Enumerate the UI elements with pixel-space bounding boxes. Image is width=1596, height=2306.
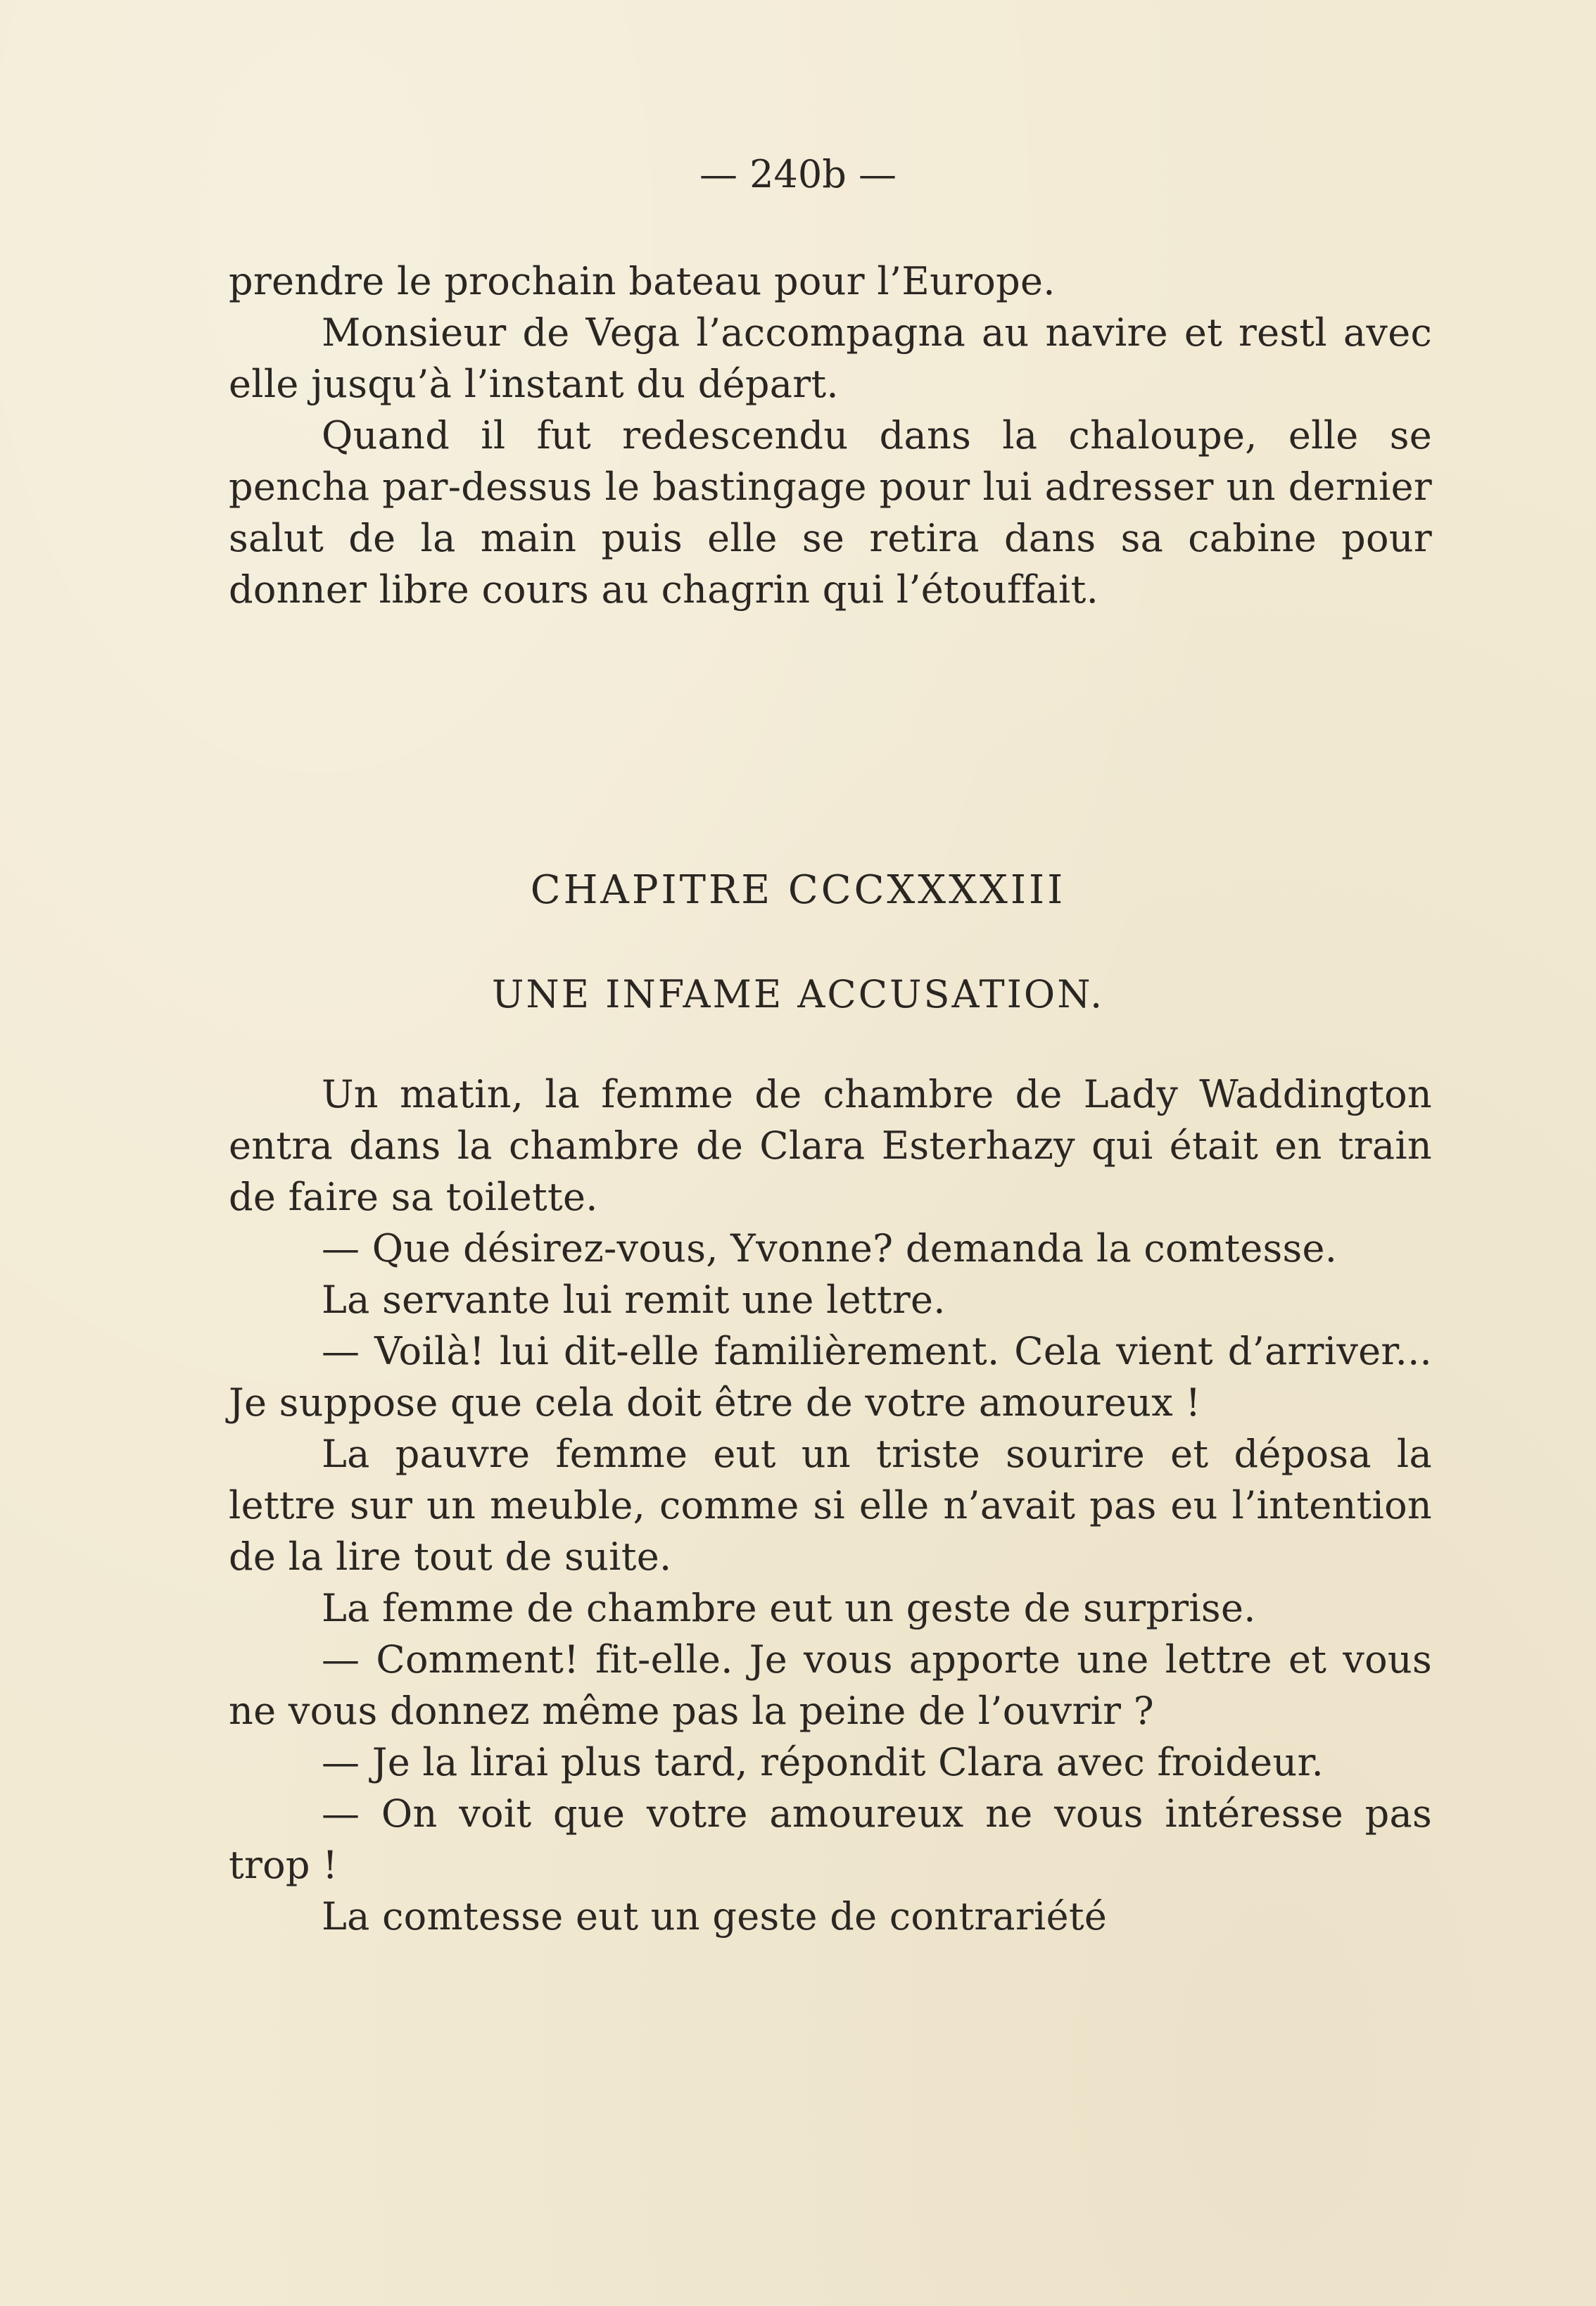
paragraph: La servante lui remit une lettre. — [322, 1278, 946, 1322]
paragraph: La pauvre femme eut un triste sourire et déposa la lettre sur un meuble, comme si elle n’avait pas eu l’intention de la lire tout de suite. — [229, 1432, 1432, 1579]
paragraph: La femme de chambre eut un geste de surprise. — [322, 1586, 1256, 1630]
chapter-title: UNE INFAME ACCUSATION. — [491, 972, 1105, 1016]
paragraph: prendre le prochain bateau pour l’Europe. — [229, 259, 1056, 303]
paragraph: — Que désirez-vous, Yvonne? demanda la comtesse. — [322, 1226, 1338, 1271]
page-number: — 240b — — [699, 152, 897, 196]
chapter-heading: CHAPITRE CCCXXXXIII — [530, 867, 1066, 913]
paragraph: — Je la lirai plus tard, répondit Clara avec froideur. — [322, 1740, 1324, 1784]
paragraph: — On voit que votre amoureux ne vous intéresse pas trop ! — [229, 1791, 1432, 1887]
paragraph: La comtesse eut un geste de contrariété — [322, 1894, 1108, 1939]
paragraph: Un matin, la femme de chambre de Lady Waddington entra dans la chambre de Clara Esterhazy qui était en train de faire sa toilette. — [229, 1072, 1432, 1219]
paragraph: — Voilà! lui dit-elle familièrement. Cela vient d’arriver... Je suppose que cela doit être de votre amoureux ! — [229, 1329, 1432, 1425]
chapter-body — [229, 1069, 1432, 1942]
paragraph: Quand il fut redescendu dans la chaloupe, elle se pencha par-dessus le bastingage pour lui adresser un dernier salut de la main puis elle se retira dans sa cabine pour donner libre cours au chagrin qui l’étouffait. — [229, 413, 1432, 612]
paragraph: — Comment! fit-elle. Je vous apporte une lettre et vous ne vous donnez même pas la peine de l’ouvrir ? — [229, 1637, 1432, 1733]
paragraph: Monsieur de Vega l’accompagna au navire et restl avec elle jusqu’à l’instant du départ. — [229, 310, 1432, 406]
continuation-text — [229, 256, 1432, 615]
